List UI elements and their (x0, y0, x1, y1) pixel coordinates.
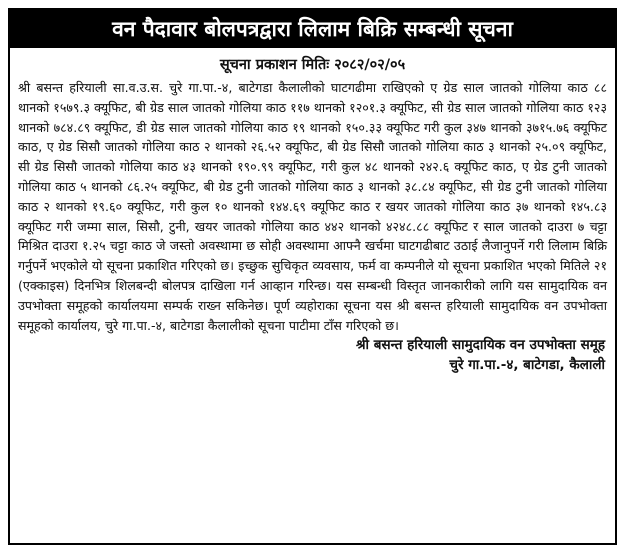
signature-address: चुरे गा.पा.-४, बाटेगडा, कैलाली (449, 357, 605, 374)
published-date: सूचना प्रकाशन मितिः २०८२/०२/०५ (219, 57, 406, 73)
notice-frame (8, 8, 617, 545)
notice-body: श्री बसन्त हरियाली सा.व.उ.स. चुरे गा.पा.-४, बाटेगडा कैलालीको घाटगढीमा राखिएको ए ग्रेड साल जातको गोलिया काठ ८८ थानको १५७९.३ क्यूफिट, बी ग्रेड साल जातको गोलिया काठ ११७ थानको १२०१.३ क्यूफिट, सी ग्रेड साल जातको गोलिया काठ १२३ थानको ७८४.८९ क्यूफिट, डी ग्रेड साल जातको गोलिया काठ १९ थानको १५०.३३ क्यूफिट गरी कुल ३४७ थानको ३७१५.७६ क्यूफिट काठ, ए ग्रेड सिसौ जातको गोलिया काठ २ थानको २६.५२ क्यूफिट, बी ग्रेड सिसौ जातको गोलिया काठ ३ थानको २५.०९ क्यूफिट, सी ग्रेड सिसौ जातको गोलिया काठ ४३ थानको १९०.९९ क्यूफिट, गरी कुल ४८ थानको २४२.६ क्यूफिट काठ, ए ग्रेड टुनी जातको गोलिया काठ ५ थानको ८६.२५ क्यूफिट, बी ग्रेड टुनी जातको गोलिया काठ ३ थानको ३८.८४ क्यूफिट, सी ग्रेड टुनी जातको गोलिया काठ २ थानको १९.६० क्यूफिट, गरी कुल १० थानको १४४.६९ क्यूफिट काठ र खयर जातको गोलिया काठ ३७ थानको १४५.८३ क्यूफिट गरी जम्मा साल, सिसौ, टुनी, खयर जातको गोलिया काठ ४४२ थानको ४२४८.८८ क्यूफिट र साल जातको दाउरा ७ चट्टा मिश्रित दाउरा १.२५ चट्टा काठ जे जस्तो अवस्थामा छ सोही अवस्थामा आफ्नै खर्चमा घाटगढीबाट उठाई लैजानुपर्ने गरी लिलाम बिक्रि गर्नुपर्ने भएकोले यो सूचना प्रकाशित गरिएको छ। इच्छुक सुचिकृत व्यवसाय, फर्म वा कम्पनीले यो सूचना प्रकाशित भएको मितिले २१ (एक्काइस) दिनभित्र शिलबन्दी बोलपत्र दाखिला गर्न आव्हान गरिन्छ। यस सम्बन्धी विस्तृत जानकारीको लागि यस सामुदायिक वन उपभोक्ता समूहको कार्यालयमा सम्पर्क राख्न सकिनेछ। पूर्ण व्यहोराका सूचना यस श्री बसन्त हरियाली सामुदायिक वन उपभोक्ता समूहको कार्यालय, चुरे गा.पा.-४, बाटेगडा कैलालीको सूचना पाटीमा टाँस गरिएको छ। (18, 80, 608, 333)
notice-title: वन पैदावार बोलपत्रद्वारा लिलाम बिक्रि सम्बन्धी सूचना (10, 10, 615, 48)
signature-org: श्री बसन्त हरियाली सामुदायिक वन उपभोक्ता समूह (355, 337, 605, 354)
